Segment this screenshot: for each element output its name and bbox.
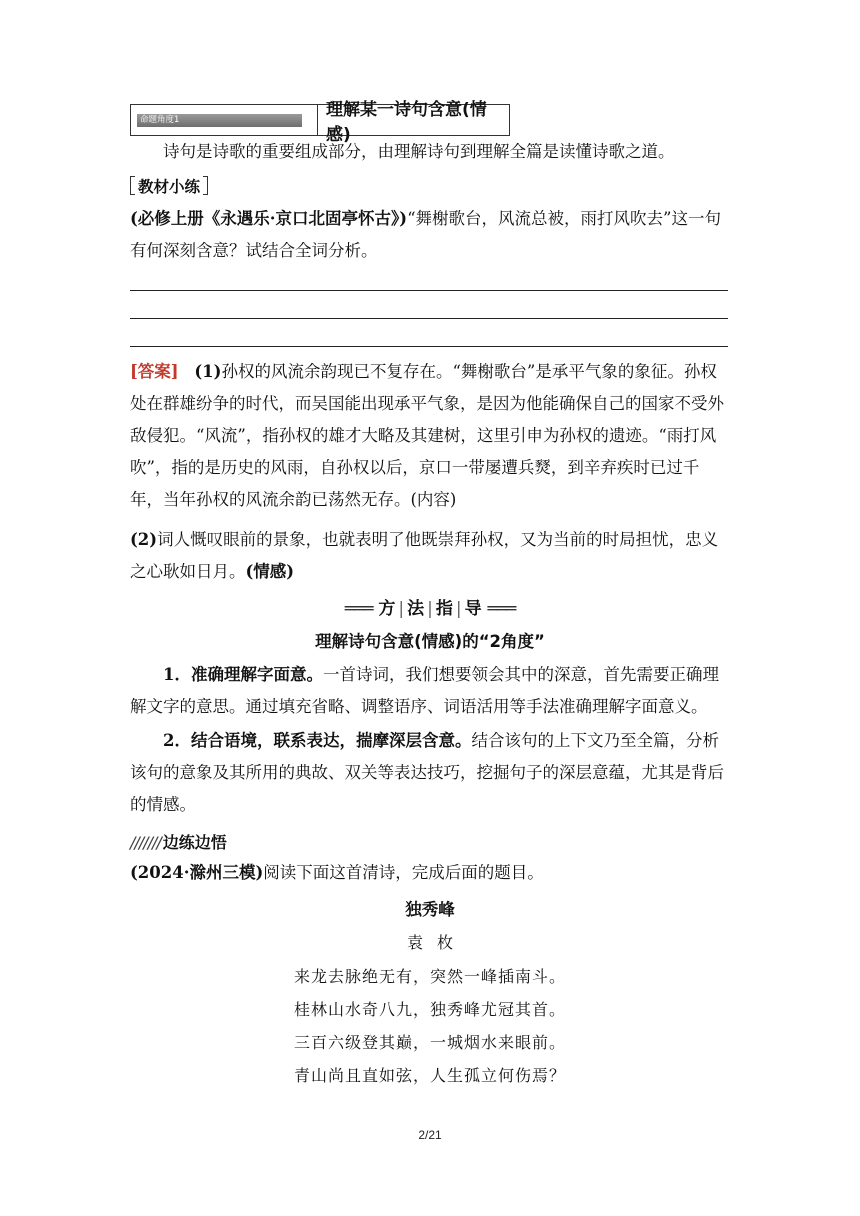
- poem-line: 青山尚且直如弦，人生孤立何伤焉？: [293, 1066, 566, 1085]
- divider: |: [398, 599, 405, 619]
- section-tag-cell: [131, 105, 318, 135]
- exercise-prompt: [130, 857, 730, 889]
- exercise-text: 阅读下面这首清诗，完成后面的题目。: [263, 863, 544, 882]
- divider: |: [427, 599, 433, 619]
- method-item-head: 准确理解字面意。: [190, 665, 323, 684]
- method-item-1: [130, 659, 730, 723]
- left-decoration-icon: ═══: [344, 599, 373, 619]
- method-char: 指: [435, 599, 453, 619]
- answer-part-1-tag: (内容): [410, 490, 457, 509]
- poem-author: 袁枚: [406, 933, 467, 952]
- intro-text: 诗句是诗歌的重要组成部分，由理解诗句到理解全篇是读懂诗歌之道。: [163, 142, 675, 161]
- answer-part-1-text: 孙权的风流余韵现已不复存在。“舞榭歌台”是承平气象的象征。孙权处在群雄纷争的时代，而吴国能出现承平气象，是因为他能确保自己的国家不受外敌侵犯。“风流”，指孙权的雄才大略及其建树，这里引申为孙权的遗迹。“雨打风吹”，指的是历史的风雨，自孙权以后，京口一带屡遭兵燹，到辛弃疾时已过千年，当年孙权的风流余韵已荡然无存。: [130, 362, 724, 509]
- answer-part-2-tag: (情感): [245, 562, 295, 581]
- method-char: 方: [378, 599, 396, 619]
- section-tag: 命题角度1: [137, 114, 302, 127]
- answer-part-2-text: 词人慨叹眼前的景象，也就表明了他既崇拜孙权，又为当前的时局担忧，忠义之心耿如日月。: [130, 530, 719, 581]
- poem-title: 独秀峰: [405, 900, 455, 919]
- answer-part-1-num: (1): [194, 362, 222, 381]
- answer-blank-line[interactable]: [130, 318, 728, 319]
- method-subtitle: 理解诗句含意(情感)的“2角度”: [315, 632, 545, 651]
- method-char: 法: [407, 599, 425, 619]
- question-text: “舞榭歌台，风流总被，雨打风吹去”这一句有何深刻含意？试结合全词分析。: [130, 209, 721, 260]
- page-number: 2/21: [418, 1128, 442, 1142]
- method-item-body: 一首诗词，我们想要领会其中的深意，首先需要正确理解文字的意思。通过填充省略、调整语序、词语活用等手法准确理解字面意义。: [130, 665, 719, 716]
- method-title: [0, 594, 860, 619]
- answer-part-2-num: (2): [130, 530, 158, 549]
- section-heading-box: [130, 100, 510, 145]
- question: [130, 203, 730, 267]
- question-source: (必修上册《永遇乐·京口北固亭怀古》): [130, 209, 408, 228]
- poem-line: 桂林山水奇八九，独秀峰尤冠其首。: [293, 1000, 566, 1019]
- section-title: 理解某一诗句含意(情感): [326, 100, 487, 145]
- answer-part-2: [130, 524, 730, 588]
- practice-2-label: [130, 830, 227, 853]
- exercise-source: (2024·滁州三模): [130, 863, 264, 882]
- method-item-2: [130, 725, 730, 821]
- practice-2-label-text: 边练边悟: [162, 833, 227, 852]
- poem-line: 三百六级登其巅，一城烟水来眼前。: [293, 1033, 566, 1052]
- answer-part-1: [130, 356, 730, 516]
- poem-line: 来龙去脉绝无有，突然一峰插南斗。: [293, 967, 566, 986]
- method-char: 导: [464, 599, 482, 619]
- answer-blank-line[interactable]: [130, 290, 728, 291]
- method-item-num: 1．: [163, 665, 191, 684]
- divider: |: [455, 599, 462, 619]
- left-bracket-icon: [130, 176, 135, 195]
- practice-label-text: 教材小练: [138, 178, 201, 196]
- method-item-num: 2．: [163, 731, 191, 750]
- practice-label: [130, 175, 208, 197]
- answer-label: [答案]: [130, 362, 179, 381]
- right-decoration-icon: ═══: [487, 599, 516, 619]
- slash-decoration-icon: ///////: [130, 833, 161, 852]
- right-bracket-icon: [203, 176, 208, 195]
- method-item-body: 结合该句的上下文乃至全篇，分析该句的意象及其所用的典故、双关等表达技巧，挖掘句子的深层意蕴，尤其是背后的情感。: [130, 731, 724, 814]
- method-item-head: 结合语境，联系表达，揣摩深层含意。: [190, 731, 472, 750]
- answer-blank-line[interactable]: [130, 346, 728, 347]
